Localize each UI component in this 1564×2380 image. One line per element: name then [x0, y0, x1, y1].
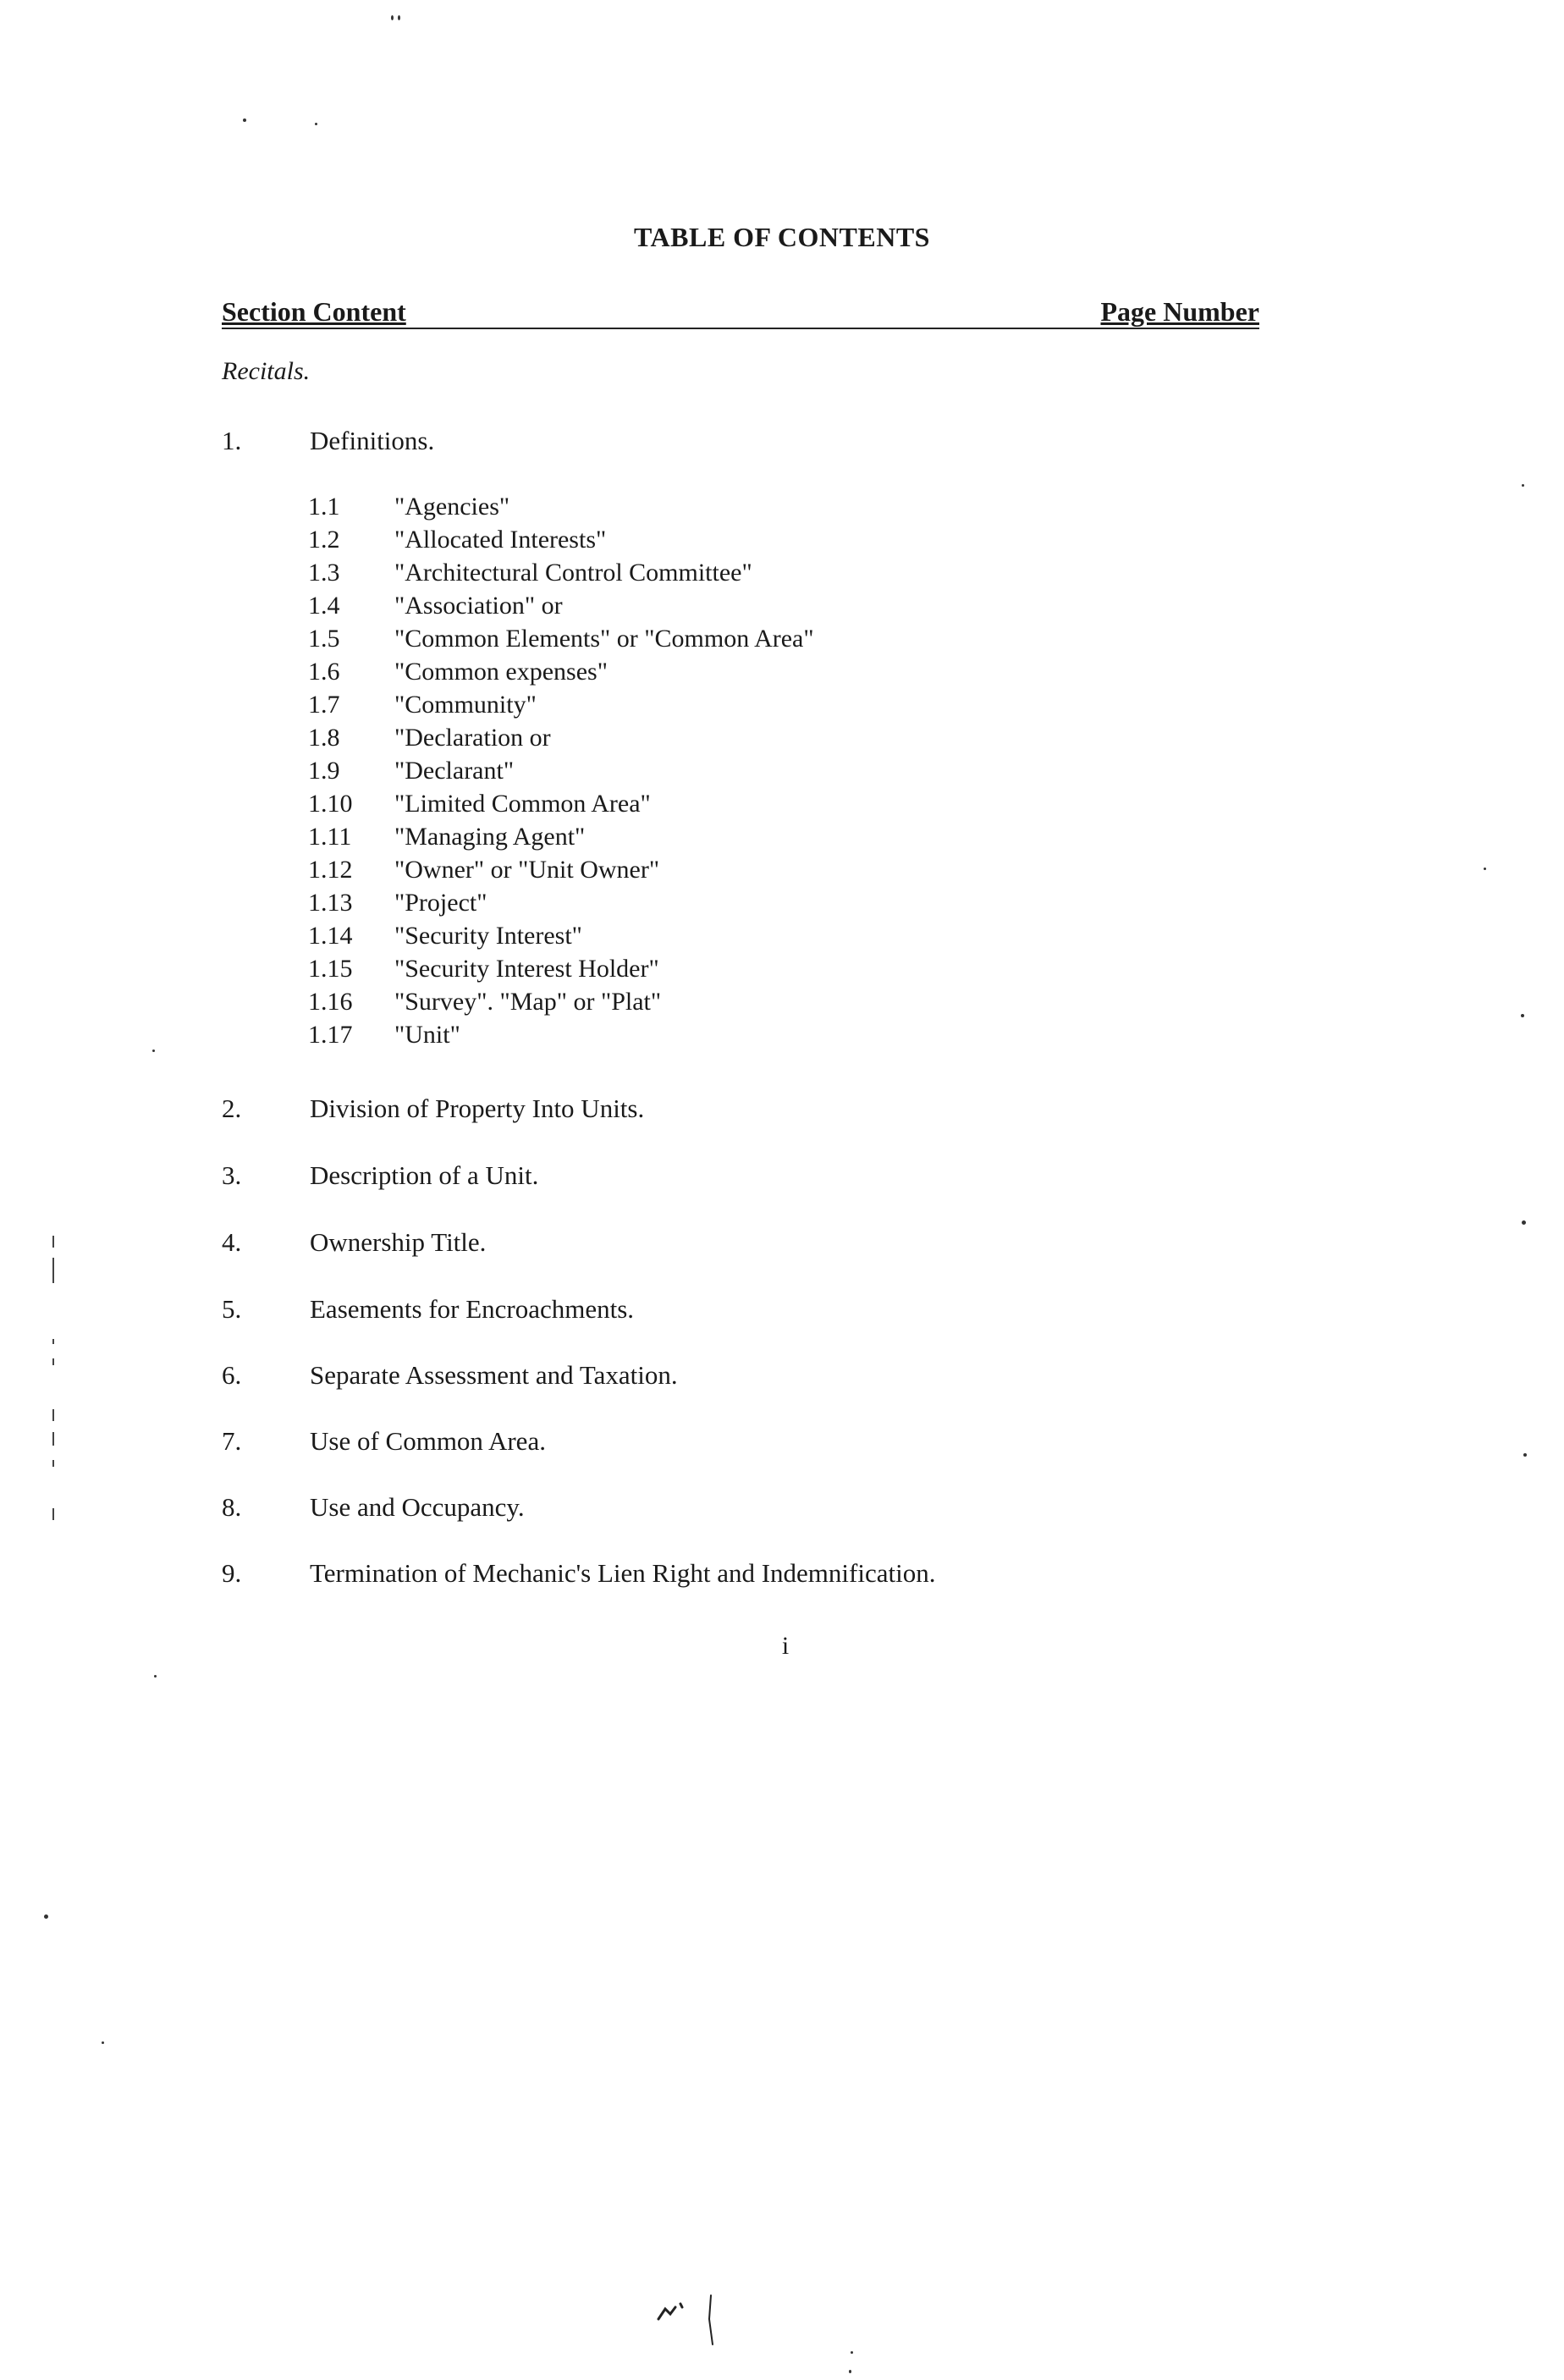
section-number: 6. [222, 1360, 242, 1390]
subsection-number: 1.10 [308, 790, 353, 818]
scan-speck [851, 2351, 853, 2354]
subsection-title: "Agencies" [394, 493, 510, 521]
section-title: Definitions. [310, 426, 435, 455]
section-title: Use of Common Area. [310, 1426, 546, 1456]
subsection-title: "Managing Agent" [394, 823, 586, 851]
scan-speck [391, 15, 394, 20]
subsection-number: 1.4 [308, 592, 340, 620]
scan-speck [1521, 1014, 1524, 1017]
subsection-number: 1.15 [308, 955, 353, 983]
margin-mark [52, 1409, 54, 1421]
scan-speck [1522, 1220, 1526, 1225]
section-number: 2. [222, 1094, 242, 1123]
scan-speck [1523, 1453, 1527, 1457]
scan-speck [315, 123, 317, 125]
section-title: Separate Assessment and Taxation. [310, 1360, 678, 1390]
section-content-heading: Section Content [222, 296, 406, 327]
subsection-number: 1.14 [308, 922, 353, 950]
subsection-number: 1.7 [308, 691, 340, 719]
subsection-title: "Owner" or "Unit Owner" [394, 856, 660, 884]
subsection-number: 1.16 [308, 988, 353, 1016]
subsection-number: 1.1 [308, 493, 340, 521]
margin-mark [52, 1236, 54, 1248]
subsection-title: "Unit" [394, 1021, 460, 1049]
section-title: Division of Property Into Units. [310, 1094, 645, 1123]
section-number: 1. [222, 426, 242, 455]
margin-mark [52, 1358, 54, 1365]
subsection-title: "Security Interest" [394, 922, 582, 950]
section-title: Description of a Unit. [310, 1160, 539, 1190]
scan-speck [152, 1050, 155, 1052]
subsection-title: "Allocated Interests" [394, 526, 607, 554]
subsection-number: 1.8 [308, 724, 340, 752]
subsection-number: 1.9 [308, 757, 340, 785]
handwritten-mark [652, 2285, 719, 2353]
section-number: 7. [222, 1426, 242, 1456]
subsection-title: "Common Elements" or "Common Area" [394, 625, 814, 653]
toc-header-row [222, 292, 1259, 329]
scan-speck [44, 1914, 48, 1919]
subsection-title: "Common expenses" [394, 658, 608, 686]
subsection-title: "Declarant" [394, 757, 515, 785]
section-number: 8. [222, 1492, 242, 1522]
subsection-title: "Declaration or [394, 724, 551, 752]
scan-speck [102, 2041, 104, 2044]
scan-speck [1522, 484, 1524, 487]
subsection-title: "Community" [394, 691, 537, 719]
subsection-title: "Survey". "Map" or "Plat" [394, 988, 662, 1016]
margin-mark [52, 1508, 54, 1520]
subsection-number: 1.5 [308, 625, 340, 653]
page-title: TABLE OF CONTENTS [634, 222, 930, 252]
scan-speck [1484, 868, 1486, 870]
margin-mark [52, 1460, 54, 1467]
subsection-title: "Limited Common Area" [394, 790, 651, 818]
section-number: 5. [222, 1294, 242, 1324]
subsection-number: 1.6 [308, 658, 340, 686]
scan-speck [154, 1675, 157, 1678]
subsection-title: "Architectural Control Committee" [394, 559, 752, 587]
subsection-number: 1.17 [308, 1021, 353, 1049]
scan-speck [849, 2370, 851, 2373]
section-number: 3. [222, 1160, 242, 1190]
section-number: 9. [222, 1558, 242, 1588]
margin-mark [52, 1339, 54, 1344]
section-title: Use and Occupancy. [310, 1492, 525, 1522]
section-number: 4. [222, 1227, 242, 1257]
margin-mark [52, 1258, 54, 1283]
scan-speck [398, 15, 400, 20]
recitals-entry: Recitals. [222, 357, 311, 385]
subsection-title: "Association" or [394, 592, 563, 620]
page-number-heading: Page Number [1100, 296, 1259, 327]
subsection-number: 1.13 [308, 889, 353, 917]
section-title: Ownership Title. [310, 1227, 487, 1257]
section-title: Easements for Encroachments. [310, 1294, 635, 1324]
subsection-title: "Security Interest Holder" [394, 955, 659, 983]
subsection-title: "Project" [394, 889, 487, 917]
margin-mark [52, 1432, 54, 1446]
section-title: Termination of Mechanic's Lien Right and Indemnification. [310, 1558, 936, 1588]
subsection-number: 1.11 [308, 823, 352, 851]
subsection-number: 1.12 [308, 856, 353, 884]
scan-speck [243, 118, 246, 122]
page-number: i [781, 1632, 790, 1660]
subsection-number: 1.3 [308, 559, 340, 587]
subsection-number: 1.2 [308, 526, 340, 554]
